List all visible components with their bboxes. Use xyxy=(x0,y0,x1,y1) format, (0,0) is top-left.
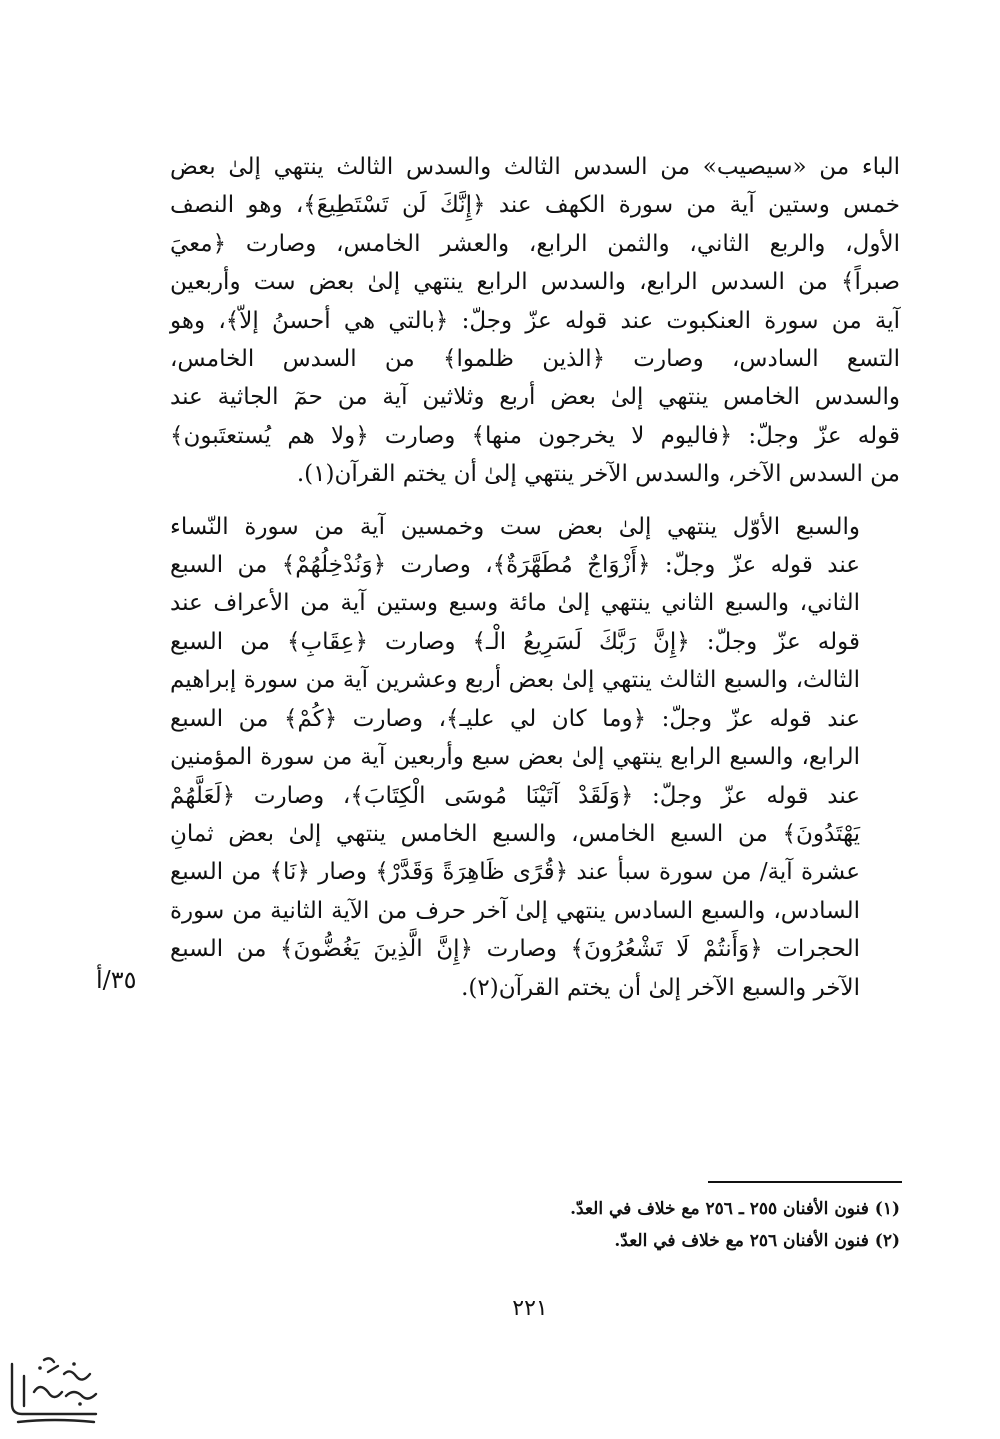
text-line: صبراً﴾ من السدس الرابع، والسدس الرابع ينتهي إلىٰ بعض ست وأربعين xyxy=(170,269,900,296)
text-line: الباء من «سيصيب» من السدس الثالث والسدس الثالث ينتهي إلىٰ بعض xyxy=(170,154,900,180)
text-line: الثاني، والسبع الثاني ينتهي إلىٰ مائة وسبع وستين آية من الأعراف عند xyxy=(170,590,860,617)
text-line: السادس، والسبع السادس ينتهي إلىٰ آخر حرف من الآية الثانية من سورة xyxy=(170,897,860,924)
text-line: آية من سورة العنكبوت عند قوله عزّ وجلّ: ﴿بالتي هي أحسنُ إلاّ﴾، وهو xyxy=(170,307,900,334)
text-line: عشرة آية/ من سورة سبأ عند ﴿قُرًى ظَاهِرَةً وَقَدَّرْ﴾ وصار ﴿نَا﴾ من السبع xyxy=(170,859,860,886)
text-line: الأول، والربع الثاني، والثمن الرابع، والعشر الخامس، وصارت ﴿معيَ xyxy=(170,230,900,257)
text-line: عند قوله عزّ وجلّ: ﴿وما كان لي عليـ﴾، وصارت ﴿كُمْ﴾ من السبع xyxy=(170,705,860,732)
watermark-logo xyxy=(4,1352,106,1430)
text-line: عند قوله عزّ وجلّ: ﴿أَزْوَاجٌ مُطَهَّرَةٌ﴾، وصارت ﴿وَنُدْخِلُهُمْ﴾ من السبع xyxy=(170,552,860,579)
text-line: الآخر والسبع الآخر إلىٰ أن يختم القرآن(٢). xyxy=(461,974,860,1001)
text-line: قوله عزّ وجلّ: ﴿إِنَّ رَبَّكَ لَسَرِيعُ الْـ﴾ وصارت ﴿عِقَابِ﴾ من السبع xyxy=(170,628,860,655)
paragraph-2 xyxy=(170,508,900,1007)
text-line: خمس وستين آية من سورة الكهف عند ﴿إِنَّكَ لَن تَسْتَطِيعَ﴾، وهو النصف xyxy=(170,192,900,219)
footnote-2: (٢) فنون الأفنان ٢٥٦ مع خلاف في العدّ. xyxy=(614,1231,900,1251)
text-line: يَهْتَدُونَ﴾ من السبع الخامس، والسبع الخامس ينتهي إلىٰ بعض ثمانِ xyxy=(170,820,860,847)
text-line: التسع السادس، وصارت ﴿الذين ظلموا﴾ من السدس الخامس، xyxy=(170,346,900,373)
text-line: عند قوله عزّ وجلّ: ﴿وَلَقَدْ آتَيْنَا مُوسَى الْكِتَابَ﴾، وصارت ﴿لَعَلَّهُمْ xyxy=(170,782,860,809)
footnotes xyxy=(430,1193,900,1257)
footnote-divider xyxy=(708,1181,902,1183)
text-line: الثالث، والسبع الثالث ينتهي إلىٰ بعض أربع وعشرين آية من سورة إبراهيم xyxy=(170,667,860,694)
text-line: الرابع، والسبع الرابع ينتهي إلىٰ بعض سبع وأربعين آية من سورة المؤمنين xyxy=(170,744,860,771)
text-line: الحجرات ﴿وَأَنتُمْ لَا تَشْعُرُونَ﴾ وصارت ﴿إِنَّ الَّذِينَ يَغُضُّونَ﴾ من السبع xyxy=(170,936,860,963)
text-line: من السدس الآخر، والسدس الآخر ينتهي إلىٰ أن يختم القرآن(١). xyxy=(296,461,900,488)
margin-folio-note: ٣٥/أ xyxy=(96,966,137,994)
text-line: والسبع الأوّل ينتهي إلىٰ بعض ست وخمسين آية من سورة النّساء xyxy=(170,513,860,540)
paragraph-1 xyxy=(170,148,900,494)
footnote-1: (١) فنون الأفنان ٢٥٥ ـ ٢٥٦ مع خلاف في العدّ. xyxy=(570,1199,900,1219)
text-line: والسدس الخامس ينتهي إلىٰ بعض أربع وثلاثين آية من حمٓ الجاثية عند xyxy=(170,384,900,411)
main-text xyxy=(170,148,900,1007)
text-line: قوله عزّ وجلّ: ﴿فاليوم لا يخرجون منها﴾ وصارت ﴿ولا هم يُستعتَبون﴾ xyxy=(170,422,900,449)
page-number: ٢٢١ xyxy=(512,1296,548,1321)
